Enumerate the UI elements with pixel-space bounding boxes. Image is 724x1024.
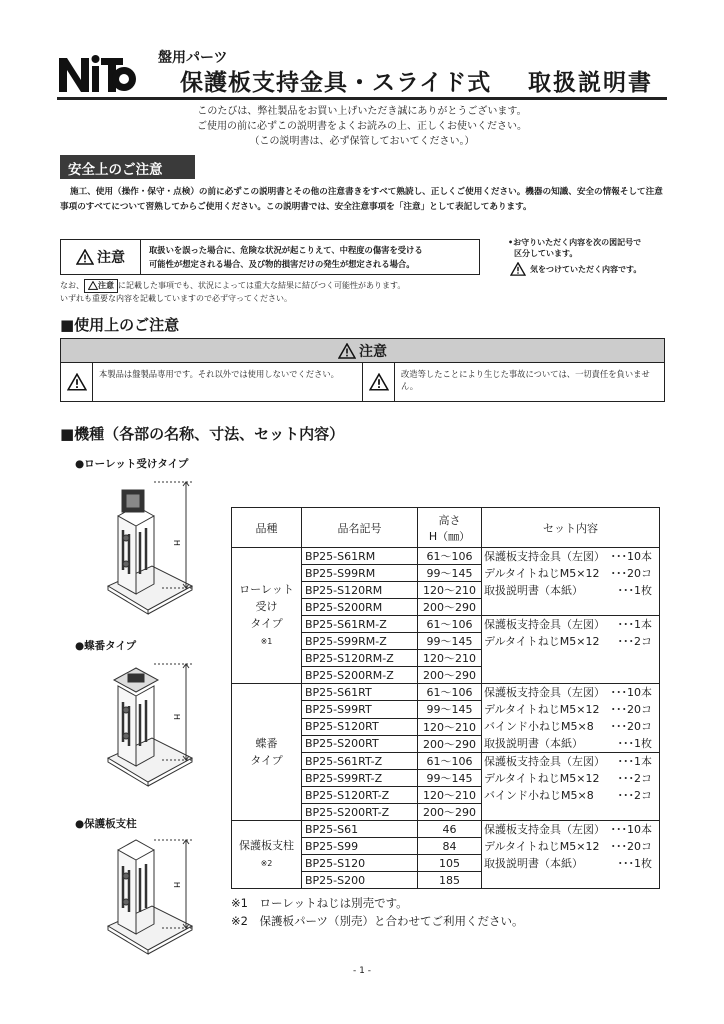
warning-icon xyxy=(76,249,94,265)
warning-icon xyxy=(338,343,356,359)
models-heading: ■機種（各部の名称、寸法、セット内容） xyxy=(60,425,345,443)
caution-footnote xyxy=(60,279,665,305)
set-item-name: 保護板支持金具（左図） xyxy=(484,823,605,836)
type-hinge-label: ●蝶番タイプ xyxy=(75,640,137,652)
model-code-cell: BP25-S99RM-Z xyxy=(302,633,418,650)
set-item-name: 保護板支持金具（左図） xyxy=(484,686,605,699)
height-cell: 105 xyxy=(418,855,482,872)
set-item-name: 保護板支持金具（左図） xyxy=(484,755,605,768)
model-code-cell: BP25-S120RM-Z xyxy=(302,650,418,667)
warning-icon xyxy=(88,281,98,290)
col-set: セット内容 xyxy=(482,508,660,548)
footnote-1: ※1 ローレットねじは別売です。 xyxy=(231,896,408,910)
model-code-cell: BP25-S99 xyxy=(302,838,418,855)
height-cell: 120～210 xyxy=(418,582,482,599)
set-item-name: 取扱説明書（本紙） xyxy=(484,857,583,870)
height-cell: 84 xyxy=(418,838,482,855)
model-code-cell: BP25-S99RT-Z xyxy=(302,770,418,787)
set-item-qty: ･･･2コ xyxy=(617,635,652,648)
model-code-cell: BP25-S200 xyxy=(302,872,418,889)
set-item-name: デルタイトねじM5×12 xyxy=(484,840,600,853)
model-spec-table xyxy=(231,507,660,889)
set-item-name: バインド小ねじM5×8 xyxy=(484,720,594,733)
set-item-qty: ･･･20コ xyxy=(610,840,652,853)
set-item-qty: ･･･1枚 xyxy=(617,584,652,597)
caution-line-2: 可能性が想定される場合、及び物的損害だけの発生が想定される場合。 xyxy=(149,259,415,269)
col-height-line-2: H（㎜） xyxy=(428,529,471,543)
set-contents-cell xyxy=(482,548,660,616)
set-item-qty: ･･･10本 xyxy=(610,550,652,563)
model-code-cell: BP25-S200RT-Z xyxy=(302,804,418,821)
set-item xyxy=(484,582,652,599)
intro-line-2: ご使用の前に必ずこの説明書をよくお読みの上、正しくお使いください。 xyxy=(197,121,527,132)
set-item-qty: ･･･20コ xyxy=(610,720,652,733)
intro-line-3: （この説明書は、必ず保管しておいてください。） xyxy=(249,136,475,147)
type-knurled-label: ●ローレット受けタイプ xyxy=(75,458,189,470)
height-cell: 185 xyxy=(418,872,482,889)
set-item-name: デルタイトねじM5×12 xyxy=(484,703,600,716)
height-cell: 61～106 xyxy=(418,616,482,633)
model-code-cell: BP25-S61RM xyxy=(302,548,418,565)
symbol-note-line-1: •お守りいただく内容を次の図記号で xyxy=(508,238,642,247)
set-item-qty: ･･･2コ xyxy=(617,772,652,785)
height-cell: 99～145 xyxy=(418,633,482,650)
type-post-label: ●保護板支柱 xyxy=(75,818,137,830)
caution-label-text: 注意 xyxy=(97,250,125,266)
note-line-1: に記載した事項でも、状況によっては重大な結果に結びつく可能性があります。 xyxy=(118,281,406,290)
height-cell: 99～145 xyxy=(418,770,482,787)
usage-icon-cell xyxy=(61,363,93,401)
table-row xyxy=(232,548,660,565)
col-kind: 品種 xyxy=(232,508,302,548)
footnotes xyxy=(231,894,524,930)
type-group-cell xyxy=(232,548,302,684)
note-line-2: いずれも重要な内容を記載していますので必ず守ってください。 xyxy=(60,294,292,303)
nito-logo xyxy=(57,52,139,94)
set-item-qty: ･･･20コ xyxy=(610,567,652,580)
hinge-bracket-illustration xyxy=(100,660,220,790)
safety-intro: 施工、使用（操作・保守・点検）の前に必ずこの説明書とその他の注意書きをすべて熟読し、正しくご使用ください。機器の知識、安全の情報そして注意事項のすべてについて習熟してからご使用ください。この説明書では、安全注意事項を「注意」として表記してあります。 xyxy=(60,187,663,212)
height-cell: 61～106 xyxy=(418,753,482,770)
type-group-note: ※1 xyxy=(260,637,273,646)
height-cell: 61～106 xyxy=(418,548,482,565)
note-prefix: なお、 xyxy=(60,281,84,290)
set-item-name: デルタイトねじM5×12 xyxy=(484,567,600,580)
type-group-text: タイプ xyxy=(250,754,283,767)
model-code-cell: BP25-S61 xyxy=(302,821,418,838)
inline-caution-label xyxy=(84,279,118,293)
set-item-qty: ･･･1本 xyxy=(617,755,652,768)
height-cell: 99～145 xyxy=(418,701,482,718)
caution-label xyxy=(61,240,141,274)
model-code-cell: BP25-S99RM xyxy=(302,565,418,582)
set-item-qty: ･･･1枚 xyxy=(617,737,652,750)
usage-caution-header xyxy=(61,339,664,363)
set-item-name: デルタイトねじM5×12 xyxy=(484,772,600,785)
intro-line-1: このたびは、弊社製品をお買い上げいただき誠にありがとうございます。 xyxy=(197,106,527,117)
model-code-cell: BP25-S120RT xyxy=(302,718,418,735)
type-group-text: タイプ xyxy=(250,617,283,630)
safety-heading: 安全上のご注意 xyxy=(60,155,195,179)
set-contents-cell xyxy=(482,684,660,753)
set-item xyxy=(484,684,652,701)
model-code-cell: BP25-S120RM xyxy=(302,582,418,599)
set-item xyxy=(484,701,652,718)
set-item-qty: ･･･1枚 xyxy=(617,857,652,870)
set-item-qty: ･･･10本 xyxy=(610,686,652,699)
height-cell: 200～290 xyxy=(418,599,482,616)
post-illustration xyxy=(100,836,220,956)
set-contents-cell xyxy=(482,821,660,889)
usage-item-2: 改造等したことにより生じた事故については、一切責任を負いません。 xyxy=(401,369,650,391)
type-group-cell xyxy=(232,821,302,889)
usage-caution-row xyxy=(61,363,664,401)
model-code-cell: BP25-S200RM xyxy=(302,599,418,616)
dimension-h-label: H xyxy=(172,714,181,720)
inline-caution-text: 注意 xyxy=(98,281,114,290)
set-item xyxy=(484,753,652,770)
page-number: - 1 - xyxy=(353,966,371,976)
set-item xyxy=(484,565,652,582)
set-item xyxy=(484,548,652,565)
set-item-qty: ･･･20コ xyxy=(610,703,652,716)
set-item-qty: ･･･2コ xyxy=(617,789,652,802)
set-item-name: 保護板支持金具（左図） xyxy=(484,550,605,563)
height-cell: 200～290 xyxy=(418,735,482,752)
category-label: 盤用パーツ xyxy=(158,50,228,66)
usage-heading: ■使用上のご注意 xyxy=(60,316,180,334)
symbol-legend xyxy=(510,262,670,276)
caution-definition-box xyxy=(60,239,480,275)
type-group-text: 保護板支柱 xyxy=(239,839,294,852)
type-group-text: 受け xyxy=(255,600,278,613)
model-code-cell: BP25-S99RT xyxy=(302,701,418,718)
set-item xyxy=(484,718,652,735)
intro-text xyxy=(60,104,664,149)
model-code-cell: BP25-S120RT-Z xyxy=(302,787,418,804)
set-contents-cell xyxy=(482,753,660,821)
set-item-name: 取扱説明書（本紙） xyxy=(484,584,583,597)
warning-icon xyxy=(510,262,526,276)
caution-definition xyxy=(141,240,479,274)
manual-title: 取扱説明書 xyxy=(528,70,653,96)
set-item-name: バインド小ねじM5×8 xyxy=(484,789,594,802)
set-item-name: デルタイトねじM5×12 xyxy=(484,635,600,648)
dimension-h-label: H xyxy=(172,882,181,888)
type-group-text: ローレット xyxy=(239,583,294,596)
height-cell: 120～210 xyxy=(418,650,482,667)
set-item-qty: ･･･10本 xyxy=(610,823,652,836)
type-group-note: ※2 xyxy=(260,859,273,868)
usage-caution-label: 注意 xyxy=(359,343,387,360)
set-item xyxy=(484,855,652,872)
height-cell: 46 xyxy=(418,821,482,838)
symbol-legend-text: 気をつけていただく内容です。 xyxy=(530,264,642,274)
table-row xyxy=(232,821,660,838)
usage-item-1: 本製品は盤製品専用です。それ以外では使用しないでください。 xyxy=(93,363,363,401)
caution-line-1: 取扱いを誤った場合に、危険な状況が起こりえて、中程度の傷害を受ける xyxy=(149,245,423,255)
model-code-cell: BP25-S200RM-Z xyxy=(302,667,418,684)
col-code: 品名記号 xyxy=(302,508,418,548)
table-header-row xyxy=(232,508,660,548)
table-row xyxy=(232,684,660,701)
warning-icon xyxy=(369,373,389,391)
set-item xyxy=(484,735,652,752)
set-item xyxy=(484,787,652,804)
set-contents-cell xyxy=(482,616,660,684)
model-code-cell: BP25-S61RT xyxy=(302,684,418,701)
height-cell: 120～210 xyxy=(418,787,482,804)
set-item xyxy=(484,633,652,650)
col-height-line-1: 高さ xyxy=(438,513,461,527)
model-code-cell: BP25-S120 xyxy=(302,855,418,872)
symbol-note-line-2: 区分しています。 xyxy=(514,249,578,258)
set-item xyxy=(484,821,652,838)
height-cell: 120～210 xyxy=(418,718,482,735)
col-height xyxy=(418,508,482,548)
usage-icon-cell xyxy=(363,363,395,401)
set-item xyxy=(484,616,652,633)
product-title: 保護板支持金具・スライド式 xyxy=(180,70,492,96)
set-item xyxy=(484,770,652,787)
knurled-bracket-illustration xyxy=(100,478,220,618)
type-group-cell xyxy=(232,684,302,821)
usage-caution-table xyxy=(60,338,665,402)
footnote-2: ※2 保護板パーツ（別売）と合わせてご利用ください。 xyxy=(231,914,524,928)
model-code-cell: BP25-S61RM-Z xyxy=(302,616,418,633)
model-code-cell: BP25-S200RT xyxy=(302,735,418,752)
height-cell: 200～290 xyxy=(418,804,482,821)
height-cell: 99～145 xyxy=(418,565,482,582)
header-rule xyxy=(57,97,667,100)
set-item-qty: ･･･1本 xyxy=(617,618,652,631)
set-item-name: 保護板支持金具（左図） xyxy=(484,618,605,631)
set-item-name: 取扱説明書（本紙） xyxy=(484,737,583,750)
set-item xyxy=(484,838,652,855)
symbol-note xyxy=(508,237,668,259)
warning-icon xyxy=(67,373,87,391)
model-code-cell: BP25-S61RT-Z xyxy=(302,753,418,770)
type-group-text: 蝶番 xyxy=(255,737,278,750)
dimension-h-label: H xyxy=(172,540,181,546)
height-cell: 61～106 xyxy=(418,684,482,701)
height-cell: 200～290 xyxy=(418,667,482,684)
